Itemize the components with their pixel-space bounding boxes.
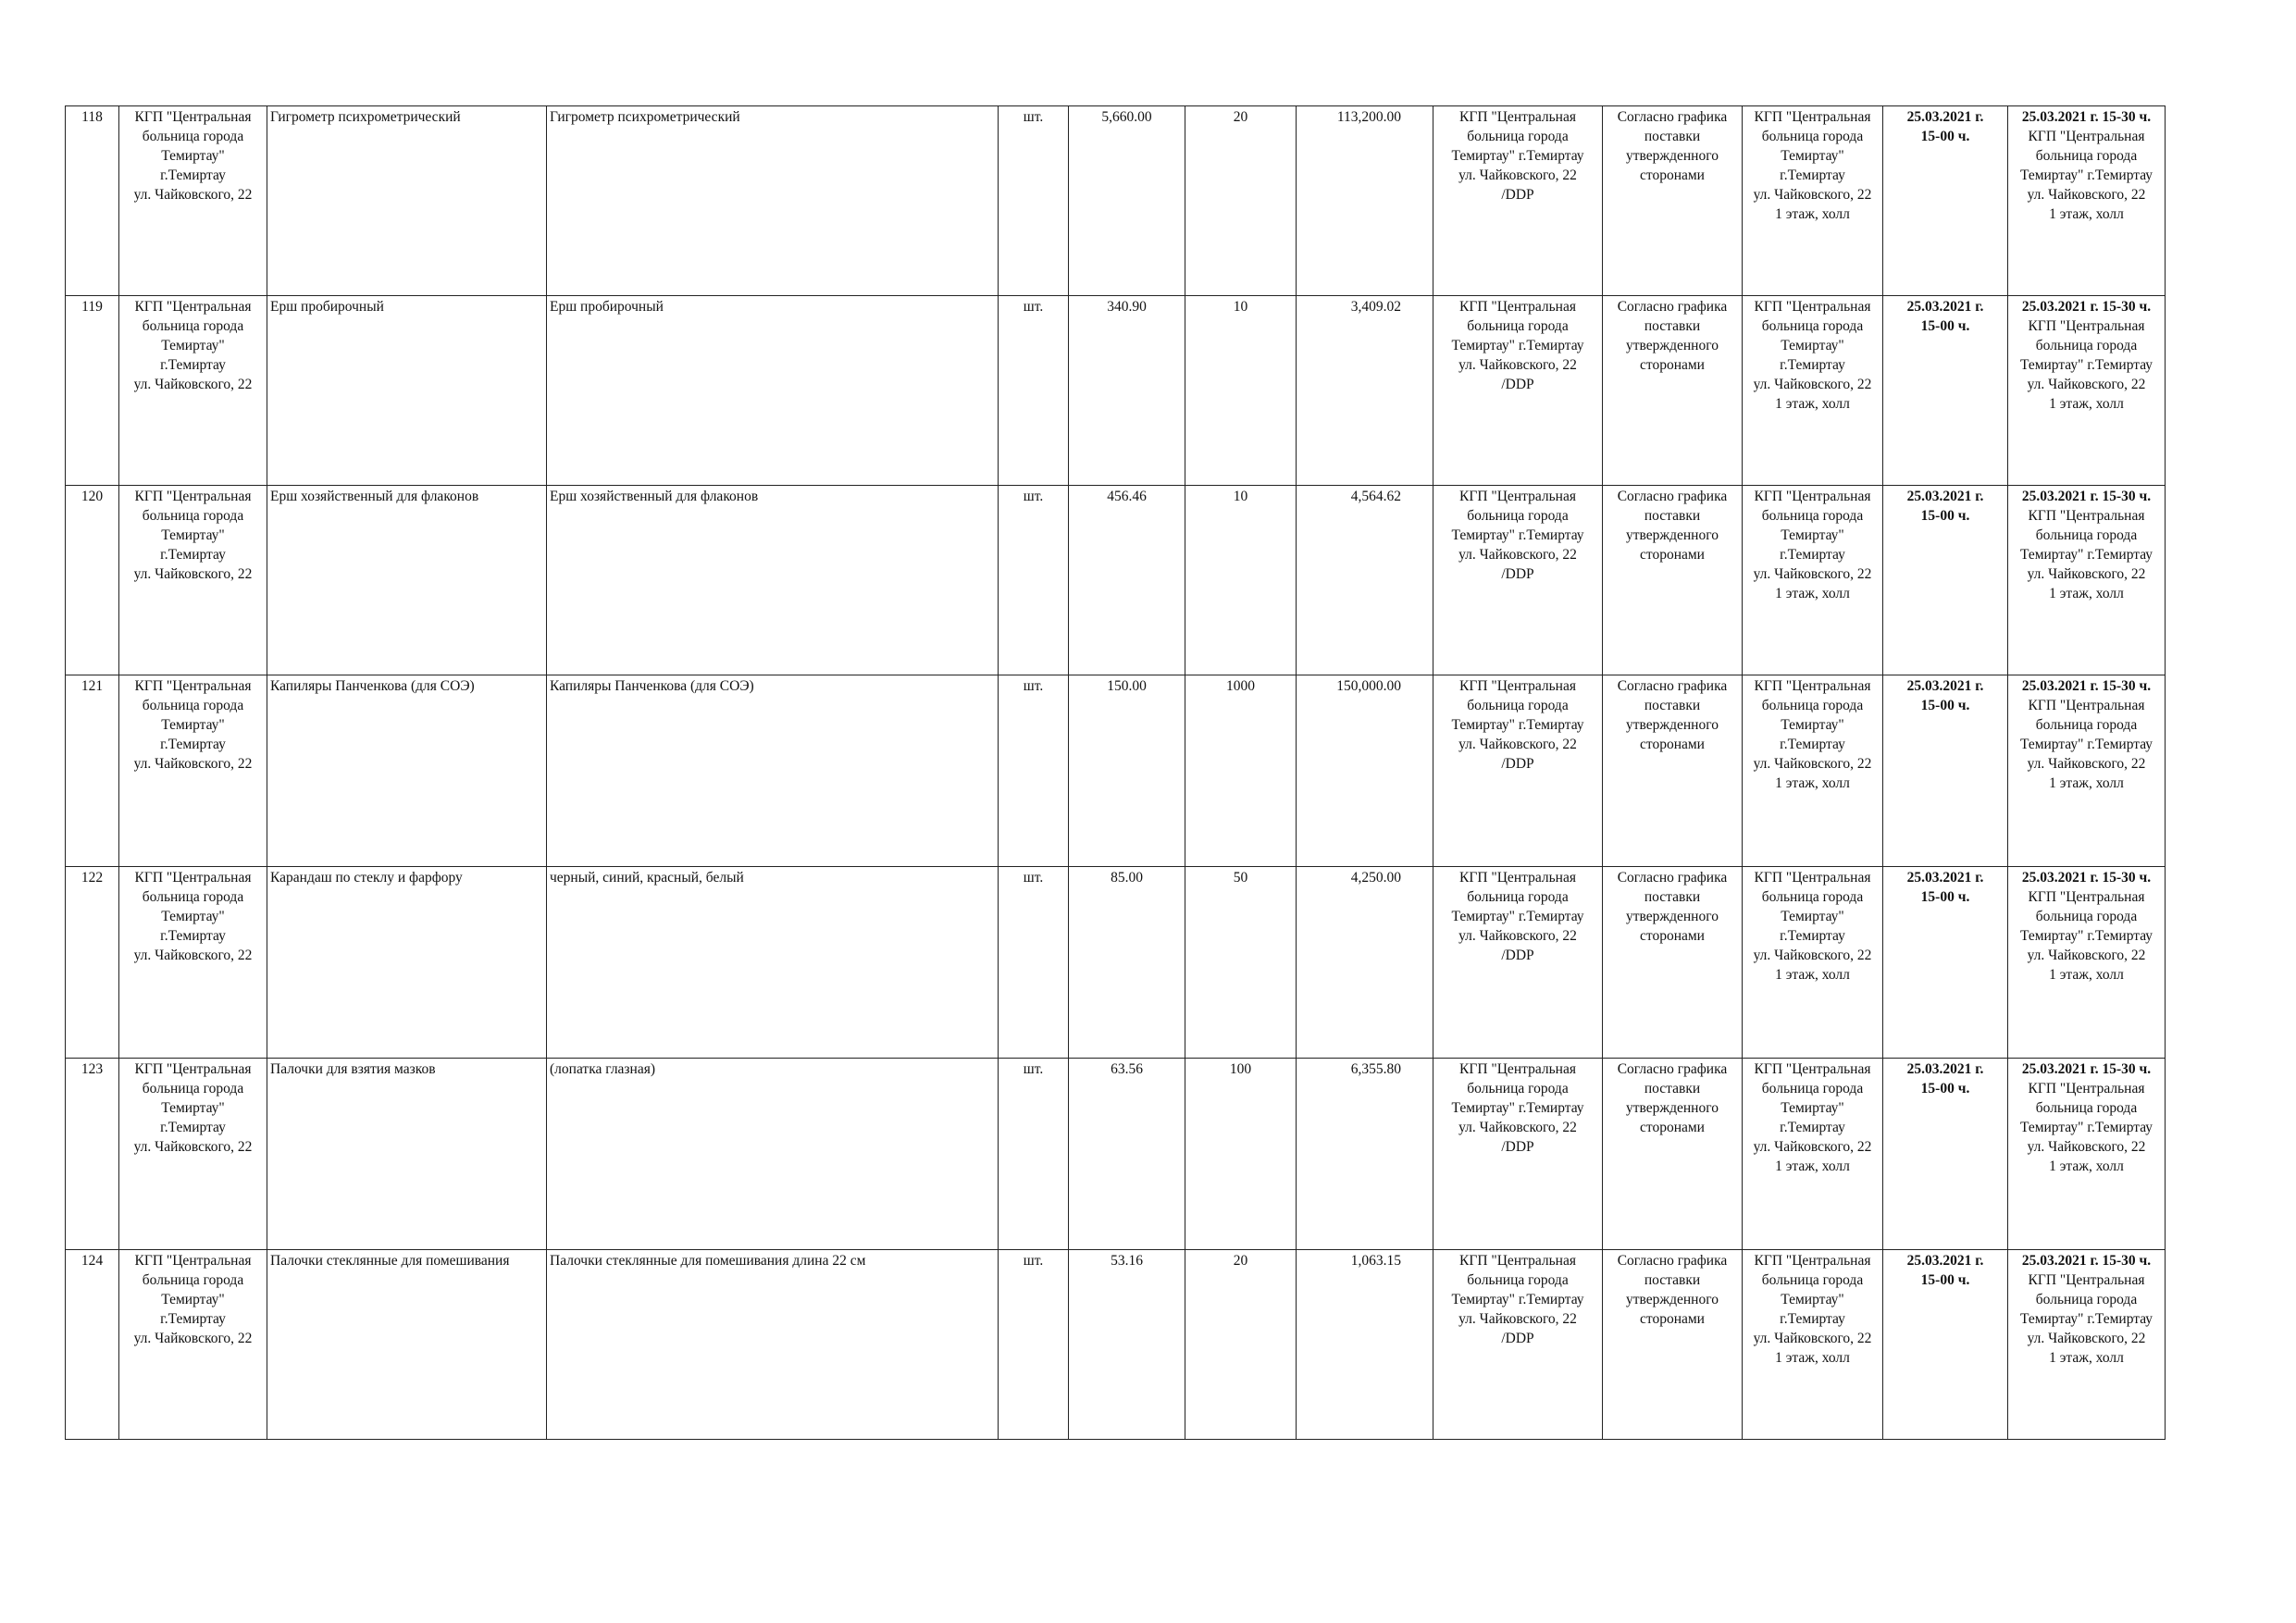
opening-place-text: КГП "Центральная больница города Темиртау" г.Темиртау ул. Чайковского, 22 1 этаж, холл — [2019, 1272, 2153, 1366]
cell-customer-text: КГП "Центральная больница города Темиртау" г.Темиртау ул. Чайковского, 22 — [133, 678, 253, 772]
table-row — [66, 486, 2166, 675]
cell-submission-location — [1743, 486, 1883, 675]
cell-item-name — [267, 1059, 547, 1250]
cell-total-sum — [1297, 486, 1433, 675]
cell-unit — [999, 106, 1069, 296]
cell-submission-deadline-text: 25.03.2021 г. 15-00 ч. — [1906, 109, 1984, 144]
opening-place-text: КГП "Центральная больница города Темиртау" г.Темиртау ул. Чайковского, 22 1 этаж, холл — [2019, 129, 2153, 222]
cell-submission-location — [1743, 1059, 1883, 1250]
cell-quantity-text: 20 — [1233, 1253, 1248, 1269]
cell-delivery-place — [1433, 106, 1603, 296]
cell-delivery-term-text: Согласно графика поставки утвержденного сторонами — [1617, 109, 1728, 183]
cell-unit-price — [1069, 1250, 1185, 1440]
cell-submission-location — [1743, 1250, 1883, 1440]
cell-unit — [999, 675, 1069, 867]
cell-unit-text: шт. — [1023, 870, 1044, 886]
cell-submission-location — [1743, 867, 1883, 1059]
cell-unit-text: шт. — [1023, 109, 1044, 125]
cell-quantity — [1185, 486, 1297, 675]
opening-date-text: 25.03.2021 г. 15-30 ч. — [2021, 299, 2152, 315]
cell-quantity — [1185, 1059, 1297, 1250]
cell-item-description — [547, 867, 999, 1059]
cell-lot-number — [66, 486, 119, 675]
cell-submission-deadline — [1883, 1059, 2008, 1250]
cell-unit-price-text: 63.56 — [1111, 1061, 1143, 1077]
cell-total-sum-text: 4,564.62 — [1350, 489, 1401, 504]
cell-total-sum-text: 6,355.80 — [1350, 1061, 1401, 1077]
cell-submission-deadline — [1883, 486, 2008, 675]
cell-total-sum — [1297, 1250, 1433, 1440]
cell-unit — [999, 486, 1069, 675]
cell-submission-location-text: КГП "Центральная больница города Темиртау" г.Темиртау ул. Чайковского, 22 1 этаж, холл — [1753, 489, 1872, 601]
cell-submission-location-text: КГП "Центральная больница города Темиртау" г.Темиртау ул. Чайковского, 22 1 этаж, холл — [1753, 1061, 1872, 1174]
cell-customer — [119, 106, 267, 296]
table-row — [66, 1059, 2166, 1250]
cell-item-description — [547, 106, 999, 296]
cell-opening — [2008, 296, 2166, 486]
cell-quantity-text: 10 — [1233, 299, 1248, 315]
cell-unit-text: шт. — [1023, 678, 1044, 694]
cell-submission-location-text: КГП "Центральная больница города Темиртау" г.Темиртау ул. Чайковского, 22 1 этаж, холл — [1753, 678, 1872, 791]
cell-customer — [119, 296, 267, 486]
cell-delivery-place — [1433, 1250, 1603, 1440]
opening-place-text: КГП "Центральная больница города Темиртау" г.Темиртау ул. Чайковского, 22 1 этаж, холл — [2019, 318, 2153, 412]
cell-customer-text: КГП "Центральная больница города Темиртау" г.Темиртау ул. Чайковского, 22 — [133, 489, 253, 582]
opening-place-text: КГП "Центральная больница города Темиртау" г.Темиртау ул. Чайковского, 22 1 этаж, холл — [2019, 1081, 2153, 1174]
cell-lot-number-text: 118 — [81, 109, 103, 125]
cell-submission-deadline-text: 25.03.2021 г. 15-00 ч. — [1906, 299, 1984, 334]
cell-item-description-text: (лопатка глазная) — [550, 1061, 656, 1077]
cell-unit-price — [1069, 1059, 1185, 1250]
cell-total-sum — [1297, 296, 1433, 486]
cell-unit — [999, 296, 1069, 486]
cell-unit-text: шт. — [1023, 489, 1044, 504]
cell-opening — [2008, 106, 2166, 296]
cell-delivery-term-text: Согласно графика поставки утвержденного сторонами — [1617, 489, 1728, 563]
procurement-table-page — [65, 105, 2166, 1440]
cell-quantity-text: 50 — [1233, 870, 1248, 886]
cell-lot-number-text: 119 — [81, 299, 103, 315]
cell-unit-price-text: 150.00 — [1107, 678, 1147, 694]
cell-customer — [119, 867, 267, 1059]
cell-item-name — [267, 486, 547, 675]
cell-lot-number-text: 120 — [81, 489, 104, 504]
cell-submission-deadline-text: 25.03.2021 г. 15-00 ч. — [1906, 1253, 1984, 1288]
cell-total-sum — [1297, 867, 1433, 1059]
cell-submission-deadline — [1883, 296, 2008, 486]
cell-lot-number-text: 124 — [81, 1253, 104, 1269]
cell-item-name — [267, 675, 547, 867]
cell-total-sum — [1297, 1059, 1433, 1250]
cell-item-description-text: Гигрометр психрометрический — [550, 109, 740, 125]
cell-delivery-place — [1433, 675, 1603, 867]
cell-lot-number-text: 122 — [81, 870, 104, 886]
cell-delivery-term — [1603, 867, 1743, 1059]
cell-item-name-text: Гигрометр психрометрический — [270, 109, 461, 125]
cell-submission-deadline — [1883, 106, 2008, 296]
cell-item-description — [547, 296, 999, 486]
cell-submission-deadline — [1883, 675, 2008, 867]
cell-total-sum-text: 3,409.02 — [1350, 299, 1401, 315]
cell-unit-text: шт. — [1023, 299, 1044, 315]
cell-submission-deadline-text: 25.03.2021 г. 15-00 ч. — [1906, 870, 1984, 905]
cell-total-sum — [1297, 106, 1433, 296]
cell-unit — [999, 867, 1069, 1059]
cell-submission-location-text: КГП "Центральная больница города Темиртау" г.Темиртау ул. Чайковского, 22 1 этаж, холл — [1753, 870, 1872, 983]
cell-submission-location-text: КГП "Центральная больница города Темиртау" г.Темиртау ул. Чайковского, 22 1 этаж, холл — [1753, 109, 1872, 222]
cell-unit-price — [1069, 296, 1185, 486]
cell-delivery-place-text: КГП "Центральная больница города Темиртау" г.Темиртау ул. Чайковского, 22 /DDP — [1451, 870, 1584, 963]
cell-lot-number — [66, 867, 119, 1059]
cell-delivery-place-text: КГП "Центральная больница города Темиртау" г.Темиртау ул. Чайковского, 22 /DDP — [1451, 299, 1584, 392]
cell-quantity — [1185, 675, 1297, 867]
cell-delivery-term-text: Согласно графика поставки утвержденного сторонами — [1617, 1061, 1728, 1135]
cell-lot-number — [66, 675, 119, 867]
cell-submission-location-text: КГП "Центральная больница города Темиртау" г.Темиртау ул. Чайковского, 22 1 этаж, холл — [1753, 1253, 1872, 1366]
cell-customer — [119, 675, 267, 867]
table-body — [66, 106, 2166, 1440]
cell-unit-text: шт. — [1023, 1253, 1044, 1269]
cell-delivery-term-text: Согласно графика поставки утвержденного сторонами — [1617, 870, 1728, 944]
cell-item-name-text: Капиляры Панченкова (для СОЭ) — [270, 678, 475, 694]
cell-item-name-text: Ерш пробирочный — [270, 299, 384, 315]
cell-customer-text: КГП "Центральная больница города Темиртау" г.Темиртау ул. Чайковского, 22 — [133, 109, 253, 203]
cell-unit-text: шт. — [1023, 1061, 1044, 1077]
cell-unit-price — [1069, 867, 1185, 1059]
cell-quantity-text: 10 — [1233, 489, 1248, 504]
table-row — [66, 867, 2166, 1059]
cell-item-name-text: Палочки стеклянные для помешивания — [270, 1253, 510, 1269]
opening-date-text: 25.03.2021 г. 15-30 ч. — [2021, 1061, 2152, 1077]
procurement-table — [65, 105, 2166, 1440]
cell-submission-location — [1743, 296, 1883, 486]
cell-item-name — [267, 296, 547, 486]
cell-customer — [119, 486, 267, 675]
cell-delivery-place-text: КГП "Центральная больница города Темиртау" г.Темиртау ул. Чайковского, 22 /DDP — [1451, 678, 1584, 772]
cell-total-sum — [1297, 675, 1433, 867]
cell-delivery-term — [1603, 1250, 1743, 1440]
cell-lot-number — [66, 1059, 119, 1250]
cell-delivery-term-text: Согласно графика поставки утвержденного сторонами — [1617, 1253, 1728, 1327]
cell-quantity — [1185, 867, 1297, 1059]
opening-place-text: КГП "Центральная больница города Темиртау" г.Темиртау ул. Чайковского, 22 1 этаж, холл — [2019, 889, 2153, 983]
cell-submission-location — [1743, 106, 1883, 296]
cell-opening — [2008, 486, 2166, 675]
cell-unit — [999, 1250, 1069, 1440]
cell-submission-deadline-text: 25.03.2021 г. 15-00 ч. — [1906, 489, 1984, 524]
cell-customer-text: КГП "Центральная больница города Темиртау" г.Темиртау ул. Чайковского, 22 — [133, 1253, 253, 1346]
cell-opening — [2008, 867, 2166, 1059]
cell-item-description-text: Палочки стеклянные для помешивания длина 22 см — [550, 1253, 866, 1269]
cell-unit-price — [1069, 675, 1185, 867]
cell-quantity-text: 20 — [1233, 109, 1248, 125]
cell-delivery-term — [1603, 296, 1743, 486]
table-row — [66, 296, 2166, 486]
cell-unit-price-text: 85.00 — [1111, 870, 1143, 886]
cell-total-sum-text: 4,250.00 — [1350, 870, 1401, 886]
cell-item-name — [267, 106, 547, 296]
cell-unit-price-text: 53.16 — [1111, 1253, 1143, 1269]
cell-delivery-term-text: Согласно графика поставки утвержденного сторонами — [1617, 678, 1728, 752]
cell-quantity — [1185, 296, 1297, 486]
opening-date-text: 25.03.2021 г. 15-30 ч. — [2021, 489, 2152, 504]
cell-total-sum-text: 113,200.00 — [1336, 109, 1401, 125]
cell-customer — [119, 1250, 267, 1440]
cell-item-name-text: Палочки для взятия мазков — [270, 1061, 436, 1077]
cell-unit-price-text: 456.46 — [1107, 489, 1147, 504]
opening-date-text: 25.03.2021 г. 15-30 ч. — [2021, 870, 2152, 886]
cell-delivery-place-text: КГП "Центральная больница города Темиртау" г.Темиртау ул. Чайковского, 22 /DDP — [1451, 489, 1584, 582]
cell-item-name — [267, 1250, 547, 1440]
cell-lot-number — [66, 296, 119, 486]
cell-item-name — [267, 867, 547, 1059]
cell-delivery-place-text: КГП "Центральная больница города Темиртау" г.Темиртау ул. Чайковского, 22 /DDP — [1451, 109, 1584, 203]
cell-delivery-term — [1603, 675, 1743, 867]
cell-delivery-place — [1433, 867, 1603, 1059]
cell-opening — [2008, 1250, 2166, 1440]
cell-unit-price — [1069, 486, 1185, 675]
table-row — [66, 1250, 2166, 1440]
cell-delivery-term — [1603, 106, 1743, 296]
cell-item-name-text: Ерш хозяйственный для флаконов — [270, 489, 479, 504]
opening-date-text: 25.03.2021 г. 15-30 ч. — [2021, 1253, 2152, 1269]
cell-submission-location — [1743, 675, 1883, 867]
cell-item-description — [547, 1059, 999, 1250]
cell-unit-price-text: 5,660.00 — [1101, 109, 1152, 125]
cell-quantity-text: 1000 — [1226, 678, 1255, 694]
cell-lot-number — [66, 106, 119, 296]
table-row — [66, 675, 2166, 867]
cell-item-description-text: Ерш пробирочный — [550, 299, 664, 315]
cell-unit-price — [1069, 106, 1185, 296]
cell-delivery-term-text: Согласно графика поставки утвержденного сторонами — [1617, 299, 1728, 373]
cell-item-description-text: черный, синий, красный, белый — [550, 870, 744, 886]
cell-item-description-text: Капиляры Панченкова (для СОЭ) — [550, 678, 754, 694]
cell-customer-text: КГП "Центральная больница города Темиртау" г.Темиртау ул. Чайковского, 22 — [133, 870, 253, 963]
cell-opening — [2008, 675, 2166, 867]
cell-item-description-text: Ерш хозяйственный для флаконов — [550, 489, 759, 504]
cell-submission-location-text: КГП "Центральная больница города Темиртау" г.Темиртау ул. Чайковского, 22 1 этаж, холл — [1753, 299, 1872, 412]
cell-delivery-place-text: КГП "Центральная больница города Темиртау" г.Темиртау ул. Чайковского, 22 /DDP — [1451, 1061, 1584, 1155]
cell-quantity — [1185, 106, 1297, 296]
cell-delivery-term — [1603, 1059, 1743, 1250]
cell-item-name-text: Карандаш по стеклу и фарфору — [270, 870, 463, 886]
table-row — [66, 106, 2166, 296]
cell-item-description — [547, 1250, 999, 1440]
cell-delivery-term — [1603, 486, 1743, 675]
cell-total-sum-text: 150,000.00 — [1336, 678, 1401, 694]
cell-lot-number — [66, 1250, 119, 1440]
cell-item-description — [547, 675, 999, 867]
cell-total-sum-text: 1,063.15 — [1350, 1253, 1401, 1269]
cell-lot-number-text: 123 — [81, 1061, 104, 1077]
cell-submission-deadline-text: 25.03.2021 г. 15-00 ч. — [1906, 678, 1984, 713]
cell-lot-number-text: 121 — [81, 678, 104, 694]
cell-customer-text: КГП "Центральная больница города Темиртау" г.Темиртау ул. Чайковского, 22 — [133, 1061, 253, 1155]
cell-unit-price-text: 340.90 — [1107, 299, 1147, 315]
cell-submission-deadline-text: 25.03.2021 г. 15-00 ч. — [1906, 1061, 1984, 1096]
cell-opening — [2008, 1059, 2166, 1250]
cell-delivery-place-text: КГП "Центральная больница города Темиртау" г.Темиртау ул. Чайковского, 22 /DDP — [1451, 1253, 1584, 1346]
cell-customer — [119, 1059, 267, 1250]
opening-place-text: КГП "Центральная больница города Темиртау" г.Темиртау ул. Чайковского, 22 1 этаж, холл — [2019, 698, 2153, 791]
cell-delivery-place — [1433, 1059, 1603, 1250]
cell-item-description — [547, 486, 999, 675]
cell-unit — [999, 1059, 1069, 1250]
cell-submission-deadline — [1883, 867, 2008, 1059]
cell-customer-text: КГП "Центральная больница города Темиртау" г.Темиртау ул. Чайковского, 22 — [133, 299, 253, 392]
cell-submission-deadline — [1883, 1250, 2008, 1440]
cell-quantity-text: 100 — [1229, 1061, 1252, 1077]
opening-date-text: 25.03.2021 г. 15-30 ч. — [2021, 109, 2152, 125]
opening-place-text: КГП "Центральная больница города Темиртау" г.Темиртау ул. Чайковского, 22 1 этаж, холл — [2019, 508, 2153, 601]
cell-quantity — [1185, 1250, 1297, 1440]
cell-delivery-place — [1433, 486, 1603, 675]
cell-delivery-place — [1433, 296, 1603, 486]
opening-date-text: 25.03.2021 г. 15-30 ч. — [2021, 678, 2152, 694]
